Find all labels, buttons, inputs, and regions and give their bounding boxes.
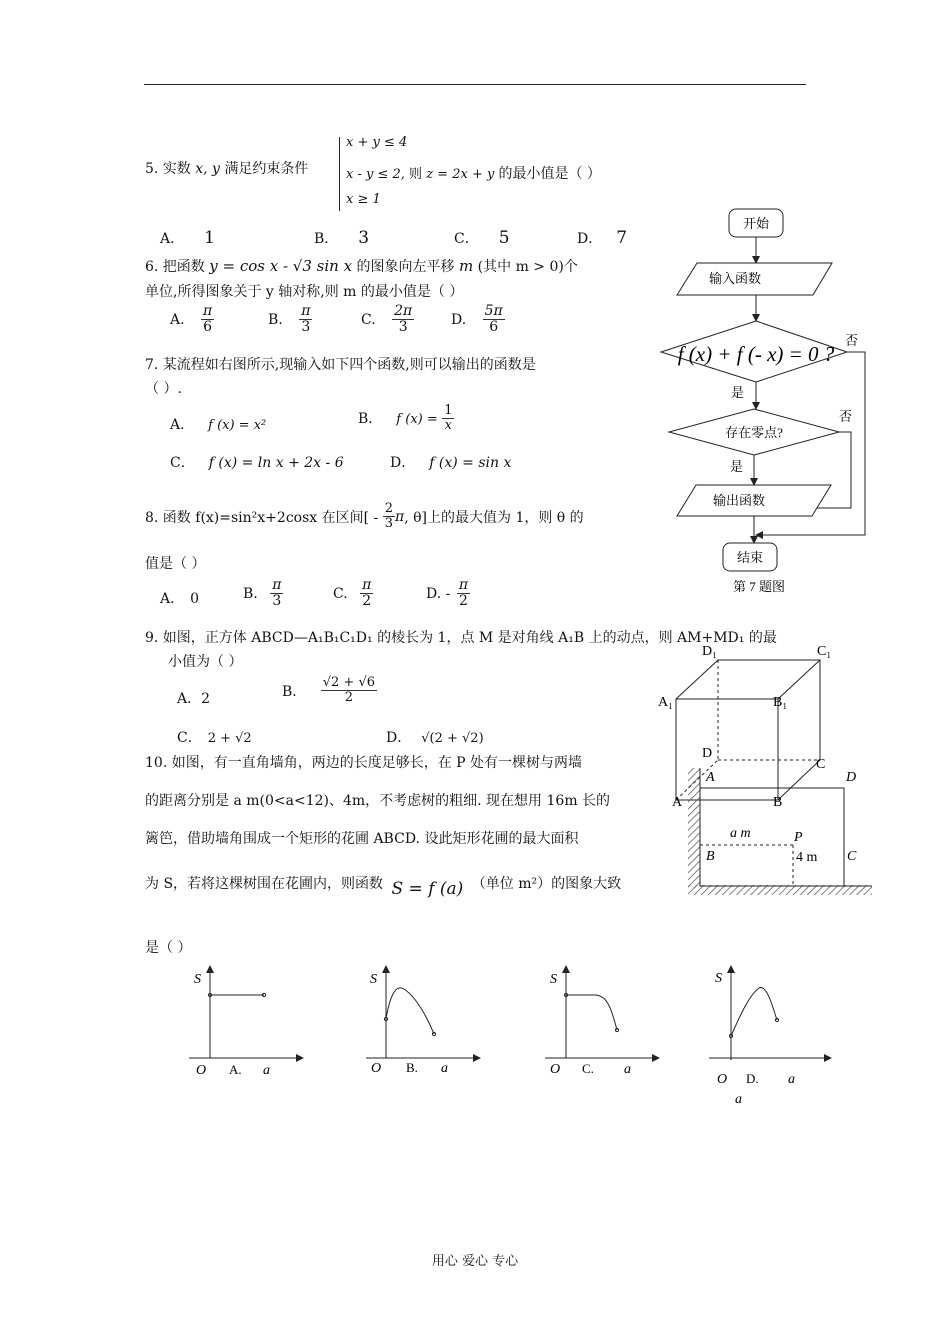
q7-option-b-num: 1 xyxy=(444,403,453,418)
graph-b-s: S xyxy=(370,972,377,987)
q7-option-c xyxy=(170,452,344,472)
graph-a xyxy=(185,960,315,1080)
q8-option-b xyxy=(243,578,283,610)
q5-constraint-2 xyxy=(346,163,601,183)
q7-option-c-value: f (x) = ln x + 2x - 6 xyxy=(208,455,344,471)
q7-stem2: （ ）. xyxy=(145,381,182,397)
q8-option-d-frac xyxy=(457,578,470,610)
graph-d xyxy=(705,960,840,1110)
flow-end: 结束 xyxy=(736,550,764,565)
q5-stem-post: 的最小值是（ ） xyxy=(498,166,601,182)
q6-stem-post: 个 xyxy=(563,259,578,275)
q5-c2: x - y ≤ 2, xyxy=(346,167,405,182)
q8-stem xyxy=(145,502,584,532)
q5-constraint-1: x + y ≤ 4 xyxy=(346,135,408,150)
q10-line4 xyxy=(145,873,622,899)
q5-option-c xyxy=(454,228,510,248)
cube-label-c1: C₁ xyxy=(817,644,832,659)
q10-line3: 篱笆，借助墙角围成一个矩形的花圃 ABCD. 设此矩形花圃的最大面积 xyxy=(145,831,579,847)
q6-option-d-num: 5π xyxy=(484,303,503,319)
q8-option-c-frac xyxy=(360,578,373,610)
graph-a-s: S xyxy=(194,972,201,987)
graph-d-a: a xyxy=(788,1072,795,1087)
q7-option-d xyxy=(390,452,511,472)
flowchart xyxy=(655,205,875,605)
graph-b-o: O xyxy=(371,1061,382,1076)
q6-option-d-den: 6 xyxy=(489,319,499,336)
q6-option-d xyxy=(451,304,505,336)
flow-cond1: f (x) + f (- x) = 0 ? xyxy=(677,342,835,366)
q6-option-c-frac xyxy=(392,304,414,336)
graph-c-label: C. xyxy=(582,1061,594,1076)
q10-line5: 是（ ） xyxy=(145,940,192,956)
q5-stem-mid: 满足约束条件 xyxy=(224,161,309,177)
cube-label-a: A xyxy=(672,795,683,810)
q5-option-d xyxy=(577,228,627,248)
q6-option-b-num: π xyxy=(301,303,311,319)
q8-option-c-label: C. xyxy=(333,585,348,602)
q7-option-d-label: D． xyxy=(390,455,416,471)
q8-option-a xyxy=(160,588,199,608)
q5-constraint-3: x ≥ 1 xyxy=(346,192,381,207)
graph-a-label: A. xyxy=(229,1062,242,1077)
q6-cond: (其中 m > 0) xyxy=(477,259,564,275)
q6-option-a xyxy=(170,304,214,336)
q5-option-a-value: 1 xyxy=(204,228,215,248)
q6-option-d-frac xyxy=(483,304,505,336)
graph-b xyxy=(362,960,492,1080)
q8-option-b-frac xyxy=(270,578,283,610)
flow-no2: 否 xyxy=(839,409,853,424)
q6-option-c-num: 2π xyxy=(394,303,413,319)
q7-option-d-value: f (x) = sin x xyxy=(429,455,512,471)
cube-label-c: C xyxy=(816,757,826,772)
q7-option-c-label: C． xyxy=(170,455,195,471)
q8-option-b-label: B. xyxy=(243,585,258,602)
q5-vars: x, y xyxy=(195,161,220,177)
q8-option-c-den: 2 xyxy=(362,593,372,610)
q5-stem xyxy=(145,158,308,178)
q7-option-b-frac xyxy=(442,404,454,434)
q9-option-c xyxy=(177,727,252,747)
q5-option-c-value: 5 xyxy=(498,228,510,248)
q8-option-a-label: A． xyxy=(160,591,185,607)
q6-option-a-label: A. xyxy=(170,311,185,328)
q8-option-d-label: D. - xyxy=(426,585,451,602)
graph-c xyxy=(541,960,671,1080)
q7-option-a-value: f (x) = x² xyxy=(208,418,267,433)
q10-line4-post: （单位 m²）的图象大致 xyxy=(471,876,622,892)
graph-b-curve xyxy=(386,988,434,1034)
q6-func: y = cos x - √3 sin x xyxy=(209,257,353,275)
q7-option-b xyxy=(358,404,454,434)
q8-line2: 值是（ ） xyxy=(145,556,206,572)
q6-option-a-frac xyxy=(201,304,214,336)
q9-option-a xyxy=(177,688,210,708)
graph-c-s: S xyxy=(550,972,557,987)
q6-option-a-num: π xyxy=(203,303,213,319)
garden-label-am: a m xyxy=(730,826,751,841)
q5-brace xyxy=(339,137,340,211)
garden-label-c: C xyxy=(847,849,857,864)
q8-option-b-num: π xyxy=(272,577,282,593)
q8-option-a-value: 0 xyxy=(190,591,200,607)
graph-c-o: O xyxy=(550,1062,561,1077)
q9-option-b-num: √2 + √6 xyxy=(322,675,376,690)
q7-stem: 7. 某流程如右图所示,现输入如下四个函数,则可以输出的函数是 xyxy=(145,357,536,373)
q7-option-b-den: x xyxy=(444,418,453,434)
q9-option-d-value: √(2 + √2) xyxy=(421,731,484,746)
footer: 用心 爱心 专心 xyxy=(431,1254,519,1269)
garden-label-a: A xyxy=(706,770,715,785)
q6-m: m xyxy=(458,257,474,275)
q10-func: S = f (a) xyxy=(391,879,464,899)
q6-line2: 单位,所得图象关于 y 轴对称,则 m 的最小值是（ ） xyxy=(145,284,464,300)
q5-option-b-label: B． xyxy=(314,231,339,247)
q5-option-c-label: C． xyxy=(454,231,479,247)
flow-no1: 否 xyxy=(845,333,859,348)
q6-option-d-label: D. xyxy=(451,311,467,328)
graph-c-curve xyxy=(566,995,617,1030)
q8-pi: π xyxy=(395,508,405,525)
q6-option-b-den: 3 xyxy=(301,319,311,336)
q6-stem-pre: 6. 把函数 xyxy=(145,259,205,275)
q8-frac xyxy=(383,502,395,532)
q9-option-c-label: C． xyxy=(177,730,202,746)
graph-a-a: a xyxy=(263,1063,270,1078)
graph-d-curve xyxy=(731,988,777,1036)
garden-label-p: P xyxy=(794,830,803,845)
q6-option-c-label: C. xyxy=(361,311,376,328)
cube-label-b: B xyxy=(773,795,783,810)
graph-c-a: a xyxy=(624,1062,631,1077)
q5-option-d-label: D． xyxy=(577,231,603,247)
q8-frac-num: 2 xyxy=(384,501,393,516)
graph-d-a-extra: a xyxy=(735,1092,742,1107)
q9-option-d-label: D． xyxy=(386,730,412,746)
q5-option-b xyxy=(314,228,369,248)
q8-option-d xyxy=(426,578,470,610)
flow-start: 开始 xyxy=(742,216,770,231)
garden-label-4m: 4 m xyxy=(796,850,818,865)
q5-option-d-value: 7 xyxy=(616,228,628,248)
graph-d-label: D. xyxy=(746,1071,759,1086)
q6-option-b-frac xyxy=(299,304,312,336)
cube-label-d1: D₁ xyxy=(702,644,717,659)
q8-option-c-num: π xyxy=(362,577,372,593)
q9-option-d xyxy=(386,727,484,747)
q9-stem2: 小值为（ ） xyxy=(168,654,243,670)
q9-option-b-label: B． xyxy=(282,683,307,700)
q6-option-b xyxy=(268,304,312,336)
flow-cond2: 存在零点? xyxy=(725,425,783,440)
q8-option-c xyxy=(333,578,373,610)
graph-d-s: S xyxy=(715,971,722,986)
q6-option-a-den: 6 xyxy=(203,319,213,336)
header-rule xyxy=(144,84,806,85)
q7-option-a xyxy=(170,414,266,434)
q10-line1: 10. 如图，有一直角墙角，两边的长度足够长，在 P 处有一棵树与两墙 xyxy=(145,755,583,771)
q8-frac-den: 3 xyxy=(384,516,393,532)
q5-option-b-value: 3 xyxy=(358,228,370,248)
q5-option-a xyxy=(160,228,215,248)
cube-label-d: D xyxy=(702,746,713,761)
garden-diagram xyxy=(680,760,875,900)
q5-c2-tail: 则 xyxy=(409,167,423,182)
q7-option-a-label: A． xyxy=(170,417,195,433)
flow-output: 输出函数 xyxy=(712,493,766,508)
garden-label-b: B xyxy=(706,849,715,864)
q9-option-c-value: 2 + √2 xyxy=(207,731,252,746)
flow-yes2: 是 xyxy=(730,459,744,474)
q7-option-b-label: B． xyxy=(358,410,383,427)
cube-label-a1: A₁ xyxy=(658,695,673,710)
q9-option-b xyxy=(282,676,377,706)
q10-line2: 的距离分别是 a m(0<a<12)、4m，不考虑树的粗细. 现在想用 16m 长的 xyxy=(145,793,611,809)
q8-theta-part: , θ]上的最大值为 1，则 θ 的 xyxy=(404,509,584,526)
graph-b-label: B. xyxy=(406,1060,418,1075)
graph-b-a: a xyxy=(441,1061,448,1076)
q8-stem-pre: 8. 函数 f(x)=sin²x+2cosx 在区间[ - xyxy=(145,509,379,526)
q6-stem xyxy=(145,256,578,276)
q5-z: z = 2x + y xyxy=(426,167,495,182)
q6-option-b-label: B. xyxy=(268,311,283,328)
q7-option-b-pre: f (x) = xyxy=(396,411,438,427)
q8-option-d-num: π xyxy=(458,577,469,593)
graph-d-o: O xyxy=(717,1072,728,1087)
q8-option-d-den: 2 xyxy=(458,593,468,610)
flow-input: 输入函数 xyxy=(708,271,762,286)
graph-a-o: O xyxy=(196,1063,207,1078)
q6-stem-mid: 的图象向左平移 xyxy=(356,259,455,275)
q9-option-a-value: 2 xyxy=(201,691,211,707)
garden-label-d: D xyxy=(846,770,857,785)
cube-label-b1: B₁ xyxy=(773,695,788,710)
q5-stem-pre: 5. 实数 xyxy=(145,161,191,177)
q6-option-c-den: 3 xyxy=(398,319,408,336)
q9-option-b-frac xyxy=(321,676,377,706)
q10-line4-pre: 为 S，若将这棵树围在花圃内，则函数 xyxy=(145,876,384,892)
flow-yes1: 是 xyxy=(731,385,745,400)
q9-option-b-den: 2 xyxy=(344,690,354,706)
q5-option-a-label: A． xyxy=(160,231,185,247)
flow-caption: 第 7 题图 xyxy=(732,579,786,594)
q8-option-b-den: 3 xyxy=(272,593,282,610)
q6-option-c xyxy=(361,304,414,336)
q9-stem: 9. 如图，正方体 ABCD—A₁B₁C₁D₁ 的棱长为 1，点 M 是对角线 A₁B 上的动点，则 AM+MD₁ 的最 xyxy=(145,630,777,646)
q9-option-a-label: A． xyxy=(177,691,202,707)
